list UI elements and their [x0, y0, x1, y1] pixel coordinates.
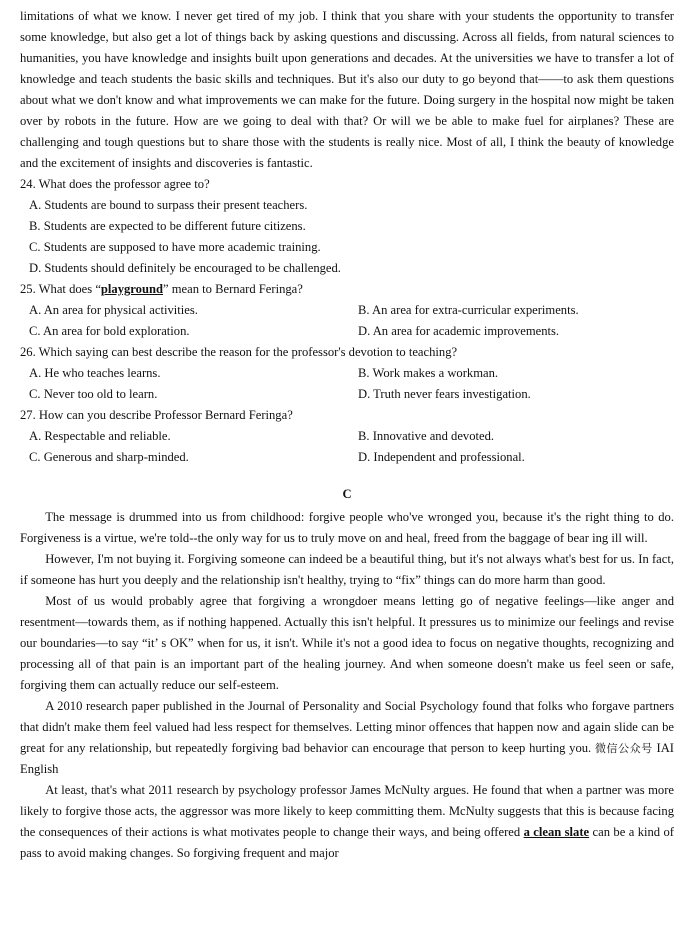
option-c: C. Students are supposed to have more academic training.	[29, 240, 321, 254]
option-row	[20, 321, 674, 342]
question-27	[20, 405, 674, 468]
option-row	[20, 363, 674, 384]
passage-paragraph-5	[20, 780, 674, 864]
stem-keyword: playground	[100, 282, 163, 296]
option-a: A. An area for physical activities.	[29, 303, 198, 317]
option-a: A. Respectable and reliable.	[29, 429, 171, 443]
passage-paragraph-3: Most of us would probably agree that forgiving a wrongdoer means letting go of negative feelings—like anger and resentment—towards them, as if nothing happened. Actually this isn't helpful. It pressures us to minimize our feelings and revise our boundaries—to say “it’ s OK” when for us, it isn't. While it's not a good idea to focus on negative thoughts, recognizing and processing all of that pain is an important part of the healing journey. And when someone doesn't make us feel seen or safe, forgiving them can actually reduce our self-esteem.	[20, 594, 674, 692]
keyword-clean-slate: a clean slate	[523, 825, 590, 839]
question-stem: 24. What does the professor agree to?	[20, 177, 210, 191]
option-d: D. An area for academic improvements.	[358, 324, 560, 338]
option-b: B. Innovative and devoted.	[358, 429, 495, 443]
option-a: A. He who teaches learns.	[29, 366, 161, 380]
intro-paragraph: limitations of what we know. I never get tired of my job. I think that you share with your students the opportunity to transfer some knowledge, but also get a lot of things back by asking questions and discussing. Across all fields, from natural sciences to humanities, you have knowledge and insights built upon generations and decades. At the universities we have to transfer a lot of knowledge and teach students the basic skills and techniques. But it's also our duty to go beyond that——to ask them questions about what we don't know and what improvements we can make for the future. Doing surgery in the hospital now might be taken over by robots in the future. How are we going to deal with that? Or will we be able to make fuel for airplanes? These are challenging and tough questions but to share those with the students is really nice. Most of all, I think the beauty of knowledge and the excitement of insights and discoveries is fantastic.	[20, 9, 674, 170]
stem-suffix: ” mean to Bernard Feringa?	[162, 282, 303, 296]
question-26	[20, 342, 674, 405]
section-title: C	[342, 487, 352, 501]
option-c: C. Never too old to learn.	[29, 387, 158, 401]
question-stem: 27. How can you describe Professor Bernard Feringa?	[20, 408, 293, 422]
question-stem: 26. Which saying can best describe the reason for the professor's devotion to teaching?	[20, 345, 458, 359]
option-b: B. Students are expected to be different future citizens.	[29, 219, 306, 233]
paragraph-text: can be a kind of pass to avoid making changes. So forgiving frequent and major	[20, 825, 674, 860]
question-24	[20, 174, 674, 279]
option-row	[20, 384, 674, 405]
question-stem	[20, 279, 674, 300]
option-row	[20, 300, 674, 321]
option-c: C. Generous and sharp-minded.	[29, 450, 189, 464]
option-row	[20, 447, 674, 468]
passage-paragraph-4	[20, 696, 674, 780]
watermark-en: IAI English	[20, 741, 674, 776]
paragraph-text: At least, that's what 2011 research by psychology professor James McNulty argues. He found that when a partner was more likely to forgive those acts, the aggressor was more likely to keep committing them. McNulty suggests that this is because facing the consequences of their actions is what motivates people to change their ways, and being offered	[20, 783, 674, 839]
option-d: D. Students should definitely be encouraged to be challenged.	[29, 261, 341, 275]
option-row	[20, 426, 674, 447]
option-c: C. An area for bold exploration.	[29, 324, 190, 338]
question-25	[20, 279, 674, 342]
option-d: D. Truth never fears investigation.	[358, 387, 531, 401]
option-a: A. Students are bound to surpass their present teachers.	[29, 198, 308, 212]
option-d: D. Independent and professional.	[358, 450, 525, 464]
option-b: B. Work makes a workman.	[358, 366, 499, 380]
option-b: B. An area for extra-curricular experiments.	[358, 303, 579, 317]
passage-paragraph-2: However, I'm not buying it. Forgiving someone can indeed be a beautiful thing, but it's not always what's best for us. In fact, if someone has hurt you deeply and the relationship isn't healthy, trying to “fix” things can do more harm than good.	[20, 552, 674, 587]
passage-paragraph-1: The message is drummed into us from childhood: forgive people who've wronged you, because it's the right thing to do. Forgiveness is a virtue, we're told--the only way for us to truly move on and heal, freed from the baggage of bear ing ill will.	[20, 510, 674, 545]
paragraph-text: A 2010 research paper published in the Journal of Personality and Social Psychology found that folks who forgave partners that didn't make them feel valued had less respect for themselves. Letting minor offences that happen now and again slide can be great for any relationship, but repeatedly forgiving bad behavior can encourage that person to keep hurting you.	[20, 699, 674, 755]
stem-prefix: 25. What does “	[20, 282, 101, 296]
watermark-cn: 微信公众号	[594, 742, 653, 755]
